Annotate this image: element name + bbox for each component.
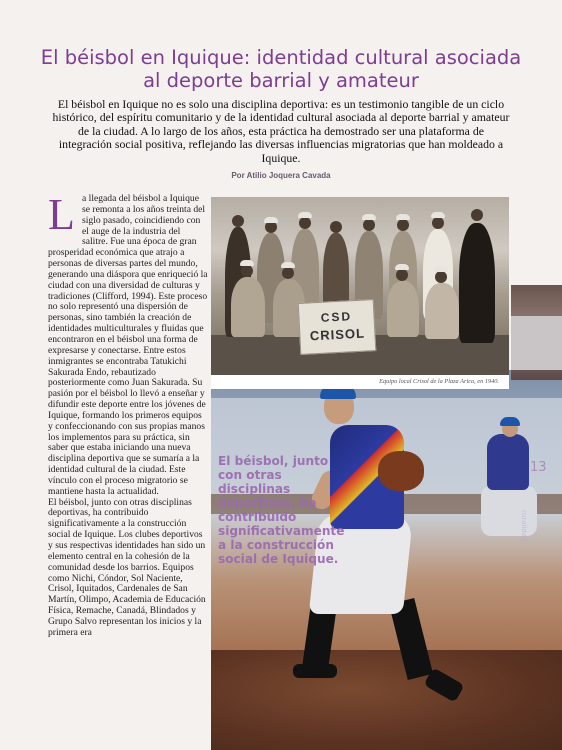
fielder-cap xyxy=(500,417,520,426)
section-tag: ruralidad xyxy=(520,510,528,542)
body-paragraph-2: El béisbol, junto con otras disciplinas deportivas, ha contribuido significativamente a la construcción social de Iquique. Los clubes deportivos y sus respectivas identidades han sido un elemento central en la cohesión de la comunidad desde los barrios. Equipos como Nichi, Cóndor, Sol Naciente, Crisol, Iquitados, Cardenales de San Martín, Olimpo, Academia de Educación Física, Remache, Canadá, Blindados y Grupo Salvo representan los inicios y la primera era xyxy=(48,496,206,638)
pull-quote: El béisbol, junto con otras disciplinas deportivas, ha contribuido significativamente a la construcción social de Iquique. xyxy=(218,454,345,566)
team-sign-line-1: CSD xyxy=(320,309,353,325)
drop-cap: L xyxy=(48,190,75,239)
baseball-glove xyxy=(378,451,424,491)
team-sign xyxy=(298,299,377,355)
article-byline: Por Atilio Joquera Cavada xyxy=(231,171,331,180)
body-paragraph-1: a llegada del béisbol a Iquique se remonta a los años treinta del siglo pasado, coincidiendo con el auge de la industria del salitre. Fue una época de gran prosperidad económica que atrajo a personas de diversas partes del mundo, generando una diáspora que enriqueció la ciudad con una diversidad de culturas y tradiciones (Clifford, 1994). Este proceso no solo representó una dispersión de personas, sino también la creación de identidades multiculturales y fluidas que encontraron en el béisbol una forma de expresarse y conectarse. Entre estos inmigrantes se encontraba Tatukichi Sakurada Endo, rebautizado posteriormente como Juan Sakurada. Su pasión por el béisbol lo llevó a enseñar y difundir este deporte entre los jóvenes de Iquique, formando los primeros equipos y confeccionando con sus propias manos los implementos para su práctica, sin saber que estaba iniciando una nueva disciplina deportiva que se sumaría a la identidad cultural de la ciudad. Este vínculo con el proceso migratorio se mantiene hasta la actualidad. xyxy=(48,193,208,497)
article-body xyxy=(48,190,208,639)
page-number: 13 xyxy=(530,460,547,475)
team-sign-line-2: CRISOL xyxy=(309,325,366,344)
photo-edge-wall xyxy=(511,316,562,370)
fielder-pants xyxy=(481,486,537,536)
article-title: El béisbol en Iquique: identidad cultural asociada al deporte barrial y amateur xyxy=(40,46,522,92)
pitcher-shoe xyxy=(293,664,337,678)
team-photo-caption: Equipo local Crisol de la Plaza Arica, en 1940. xyxy=(211,375,509,389)
fielder-jersey xyxy=(487,434,529,490)
article-lead: El béisbol en Iquique no es solo una disciplina deportiva: es un testimonio tangible de un ciclo histórico, del espíritu comunitario y de la identidad cultural asociada al deporte barrial y amateur de la ciudad. A lo largo de los años, esta práctica ha demostrado ser una plataforma de integración social positiva, reflejando las diversas influencias migratorias que han moldeado a Iquique. xyxy=(52,97,510,165)
team-photo xyxy=(211,197,509,375)
